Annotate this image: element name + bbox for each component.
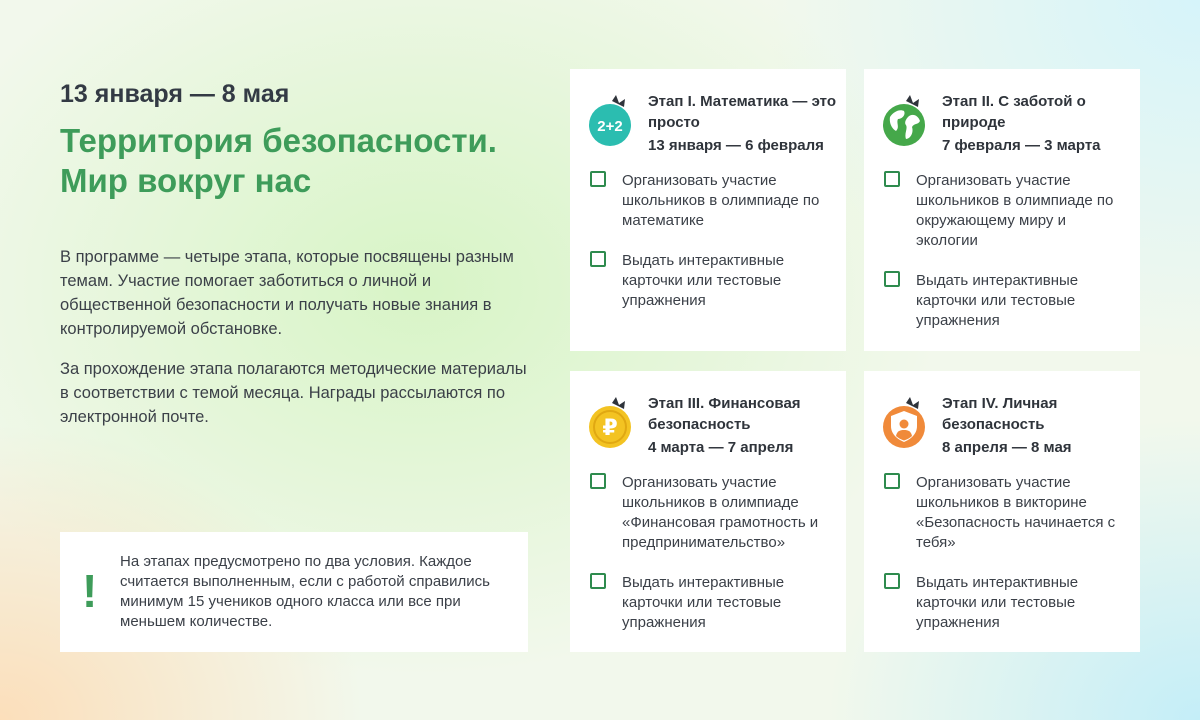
condition-checkbox[interactable]: [884, 473, 900, 489]
stage-header: [648, 393, 840, 458]
condition-text: Организовать участие школьников в викторине «Безопасность начинается с тебя»: [916, 474, 1116, 551]
condition-item: [884, 171, 1128, 251]
intro-paragraph: За прохождение этапа полагаются методические материалы в соответствии с темой месяца. Награды рассылаются по электронной почте.: [60, 360, 527, 426]
date-range: 13 января — 8 мая: [60, 80, 290, 108]
intro-paragraph: В программе — четыре этапа, которые посвящены разным темам. Участие помогает заботиться о личной и общественной безопасности и получать новые знания в контролируемой обстановке.: [60, 248, 514, 338]
intro-text: [60, 245, 530, 445]
exclamation-icon: !: [82, 565, 98, 617]
condition-item: [884, 573, 1128, 633]
condition-checkbox[interactable]: [590, 171, 606, 187]
condition-item: [590, 171, 834, 231]
condition-list: [590, 473, 834, 633]
condition-checkbox[interactable]: [884, 271, 900, 287]
condition-item: [590, 573, 834, 633]
condition-text: Выдать интерактивные карточки или тестовые упражнения: [622, 574, 785, 631]
math-2plus2-icon: [588, 95, 638, 149]
stage-title: Этап IV. Личная безопасность: [942, 395, 1058, 433]
stage-card-1: [570, 69, 846, 351]
stage-dates: 13 января — 6 февраля: [648, 137, 824, 154]
stage-card-2: [864, 69, 1140, 351]
condition-item: [884, 271, 1128, 331]
condition-item: [884, 473, 1128, 553]
condition-item: [590, 473, 834, 553]
stage-dates: 4 марта — 7 апреля: [648, 439, 794, 456]
condition-checkbox[interactable]: [590, 473, 606, 489]
ruble-coin-icon: [588, 397, 638, 451]
page-title: [60, 121, 560, 201]
condition-list: [884, 171, 1128, 331]
icon-label: ₽: [602, 416, 618, 441]
condition-text: Выдать интерактивные карточки или тестовые упражнения: [916, 272, 1079, 329]
page-title-line1: Территория безопасности.: [60, 122, 497, 159]
condition-item: [590, 251, 834, 311]
stage-title: Этап III. Финансовая безопасность: [648, 395, 801, 433]
condition-checkbox[interactable]: [590, 251, 606, 267]
stage-dates: 8 апреля — 8 мая: [942, 439, 1072, 456]
condition-list: [590, 171, 834, 311]
conditions-note: [60, 532, 528, 652]
globe-icon: [882, 95, 932, 149]
stage-title: Этап I. Математика — это просто: [648, 93, 836, 131]
condition-checkbox[interactable]: [884, 171, 900, 187]
note-text: На этапах предусмотрено по два условия. Каждое считается выполненным, если с работой справились минимум 15 учеников одного класса или все при меньшем количестве.: [120, 553, 490, 630]
condition-text: Организовать участие школьников в олимпиаде по математике: [622, 172, 820, 229]
condition-checkbox[interactable]: [884, 573, 900, 589]
condition-text: Выдать интерактивные карточки или тестовые упражнения: [622, 252, 785, 309]
stage-card-4: [864, 371, 1140, 652]
condition-text: Организовать участие школьников в олимпиаде «Финансовая грамотность и предпринимательство»: [622, 474, 819, 551]
condition-list: [884, 473, 1128, 633]
stage-card-3: [570, 371, 846, 652]
condition-text: Организовать участие школьников в олимпиаде по окружающему миру и экологии: [916, 172, 1114, 249]
condition-checkbox[interactable]: [590, 573, 606, 589]
shield-person-icon: [882, 397, 932, 451]
stage-dates: 7 февраля — 3 марта: [942, 137, 1101, 154]
stage-header: [942, 91, 1134, 156]
stage-header: [942, 393, 1134, 458]
icon-label: 2+2: [597, 118, 623, 135]
page-title-line2: Мир вокруг нас: [60, 162, 312, 199]
stage-header: [648, 91, 840, 156]
stage-title: Этап II. С заботой о природе: [942, 93, 1086, 131]
condition-text: Выдать интерактивные карточки или тестовые упражнения: [916, 574, 1079, 631]
